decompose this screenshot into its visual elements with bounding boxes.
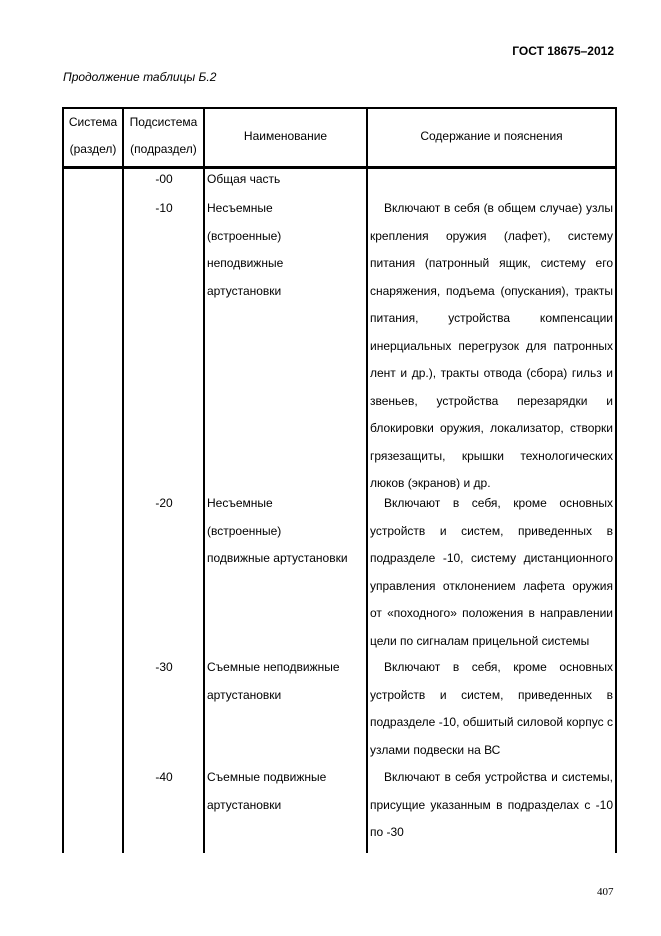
row-name — [207, 654, 367, 709]
row-name-line: Съемные подвижные — [207, 770, 327, 784]
page-number: 407 — [597, 886, 614, 898]
row-name-line: артустановки — [207, 283, 282, 298]
row-description — [370, 195, 613, 498]
row-name: Общая часть — [207, 172, 281, 186]
row-name-line: (встроенные) — [207, 523, 282, 538]
row-name — [207, 490, 367, 573]
header-system-line1: Система — [68, 115, 118, 129]
row-code: -40 — [155, 770, 173, 784]
header-system-line2: (раздел) — [69, 142, 117, 156]
row-description-text: Включают в себя, кроме основных устройств и систем, приведенных в подразделе -10, обшитый силовой корпус с узлами подвески на ВС — [370, 660, 613, 757]
header-description: Содержание и пояснения — [420, 129, 563, 143]
row-name — [207, 195, 367, 305]
row-code: -00 — [155, 172, 173, 186]
header-name: Наименование — [243, 129, 328, 143]
classification-table — [62, 107, 617, 853]
header-system — [64, 109, 122, 163]
row-description-text: Включают в себя (в общем случае) узлы крепления оружия (лафет), систему питания (патронный ящик, систему его снаряжения, подъема (опускания), тракты питания, устройства компенсации инерциальных перегрузок для патронных лент и др.), тракты отвода (сбора) гильз и звеньев, устройства перезарядки и блокировки оружия, локализатор, створки грязезащиты, крышки технологических люков (экранов) и др. — [370, 201, 613, 490]
header-subsystem — [124, 109, 203, 163]
row-code: -30 — [155, 660, 173, 674]
row-name-line: (встроенные) — [207, 228, 282, 243]
row-name-line: Несъемные — [207, 201, 273, 215]
row-name-line: Съемные неподвижные — [207, 660, 340, 674]
row-name — [207, 764, 367, 819]
row-code: -20 — [155, 496, 173, 510]
header-subsystem-line2: (подраздел) — [130, 142, 197, 156]
row-description — [370, 764, 613, 847]
row-description-text: Включают в себя устройства и системы, присущие указанным в подразделах с -10 по -30 — [370, 770, 613, 839]
row-name-line: артустановки — [207, 797, 282, 812]
row-name-line: неподвижные — [207, 256, 284, 270]
row-description-text: Включают в себя, кроме основных устройств и систем, приведенных в подразделе -10, систему дистанционного управления отклонением лафета оружия от «походного» положения в направлении цели по сигналам прицельной системы — [370, 496, 613, 648]
table-caption: Продолжение таблицы Б.2 — [63, 70, 217, 84]
row-name-line: подвижные артустановки — [207, 551, 348, 565]
row-name-line: артустановки — [207, 687, 282, 702]
row-description — [370, 654, 613, 764]
row-description — [370, 490, 613, 655]
row-code: -10 — [155, 201, 173, 215]
header-subsystem-line1: Подсистема — [129, 115, 198, 129]
row-name-line: Несъемные — [207, 496, 273, 510]
document-code: ГОСТ 18675–2012 — [512, 44, 614, 58]
